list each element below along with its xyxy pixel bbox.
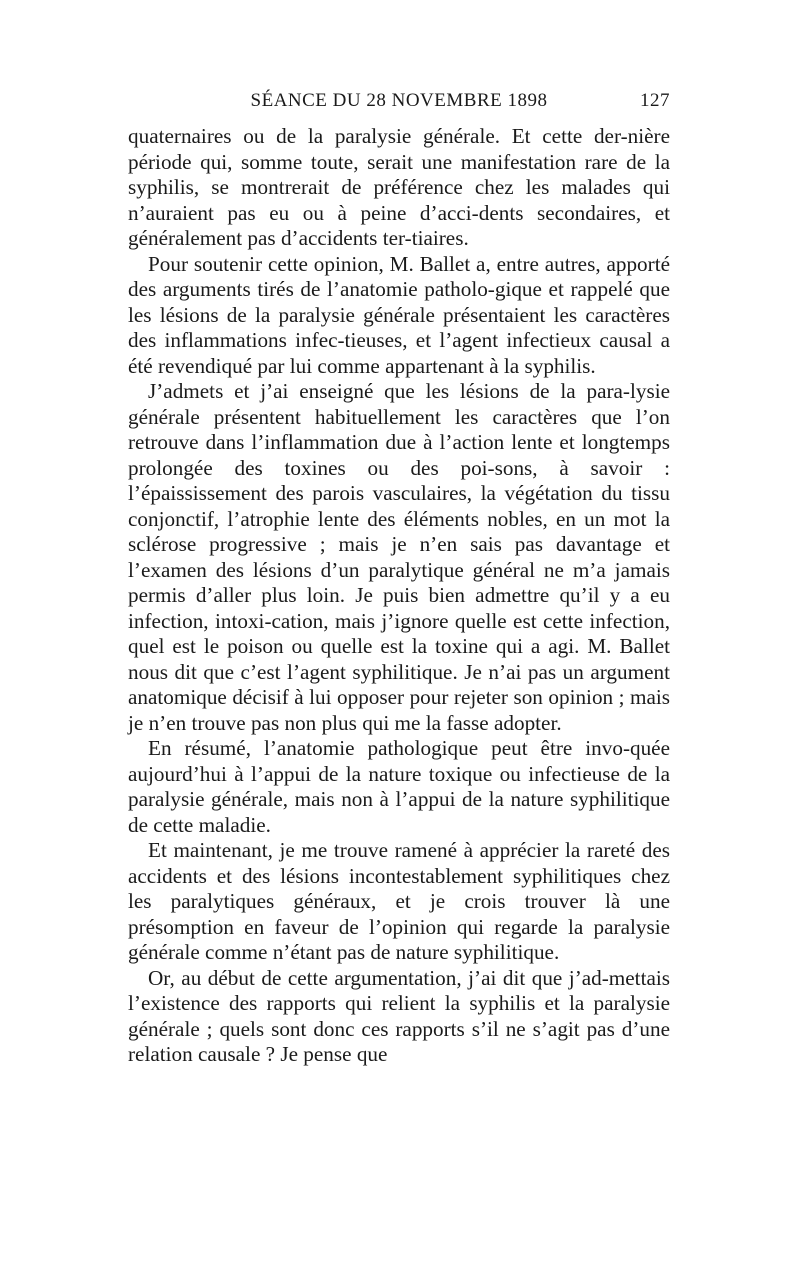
paragraph: En résumé, l’anatomie pathologique peut être invo-quée aujourd’hui à l’appui de la nature toxique ou infectieuse de la paralysie générale, mais non à l’appui de la nature syphilitique de cette maladie.	[128, 736, 670, 837]
body-text	[128, 124, 670, 1068]
page-number: 127	[640, 90, 670, 111]
paragraph-continuation: quaternaires ou de la paralysie générale. Et cette der-nière période qui, somme toute, serait une manifestation rare de la syphilis, se montrerait de préférence chez les malades qui n’auraient pas eu ou à peine d’acci-dents secondaires, et généralement pas d’accidents ter-tiaires.	[128, 124, 670, 250]
paragraph: Pour soutenir cette opinion, M. Ballet a, entre autres, apporté des arguments tirés de l’anatomie patholo-gique et rappelé que les lésions de la paralysie générale présentaient les caractères des inflammations infec-tieuses, et l’agent infectieux causal a été revendiqué par lui comme appartenant à la syphilis.	[128, 251, 670, 378]
running-header	[128, 90, 670, 120]
running-title-text: SÉANCE DU 28 NOVEMBRE 1898	[250, 90, 548, 111]
paragraph: J’admets et j’ai enseigné que les lésions de la para-lysie générale présentent habituellement les caractères que l’on retrouve dans l’inflammation due à l’action lente et longtemps prolongée des toxines ou des poi-sons, à savoir : l’épaississement des parois vasculaires, la végétation du tissu conjonctif, l’atrophie lente des éléments nobles, en un mot la sclérose progressive ; mais je n’en sais pas davantage et l’examen des lésions d’un paralytique général ne m’a jamais permis d’aller plus loin. Je puis bien admettre qu’il y a eu infection, intoxi-cation, mais j’ignore quelle est cette infection, quel est le poison ou quelle est la toxine qui a agi. M. Ballet nous dit que c’est l’agent syphilitique. Je n’ai pas un argument anatomique décisif à lui opposer pour rejeter son opinion ; mais je n’en trouve pas non plus qui me la fasse adopter.	[128, 379, 670, 735]
document-page	[128, 90, 670, 1068]
paragraph: Or, au début de cette argumentation, j’ai dit que j’ad-mettais l’existence des rapports qui relient la syphilis et la paralysie générale ; quels sont donc ces rapports s’il ne s’agit pas d’une relation causale ? Je pense que	[128, 965, 670, 1066]
running-title	[128, 90, 670, 112]
paragraph: Et maintenant, je me trouve ramené à apprécier la rareté des accidents et des lésions incontestablement syphilitiques chez les paralytiques généraux, et je crois trouver là une présomption en faveur de l’opinion qui regarde la paralysie générale comme n’étant pas de nature syphilitique.	[128, 838, 670, 964]
